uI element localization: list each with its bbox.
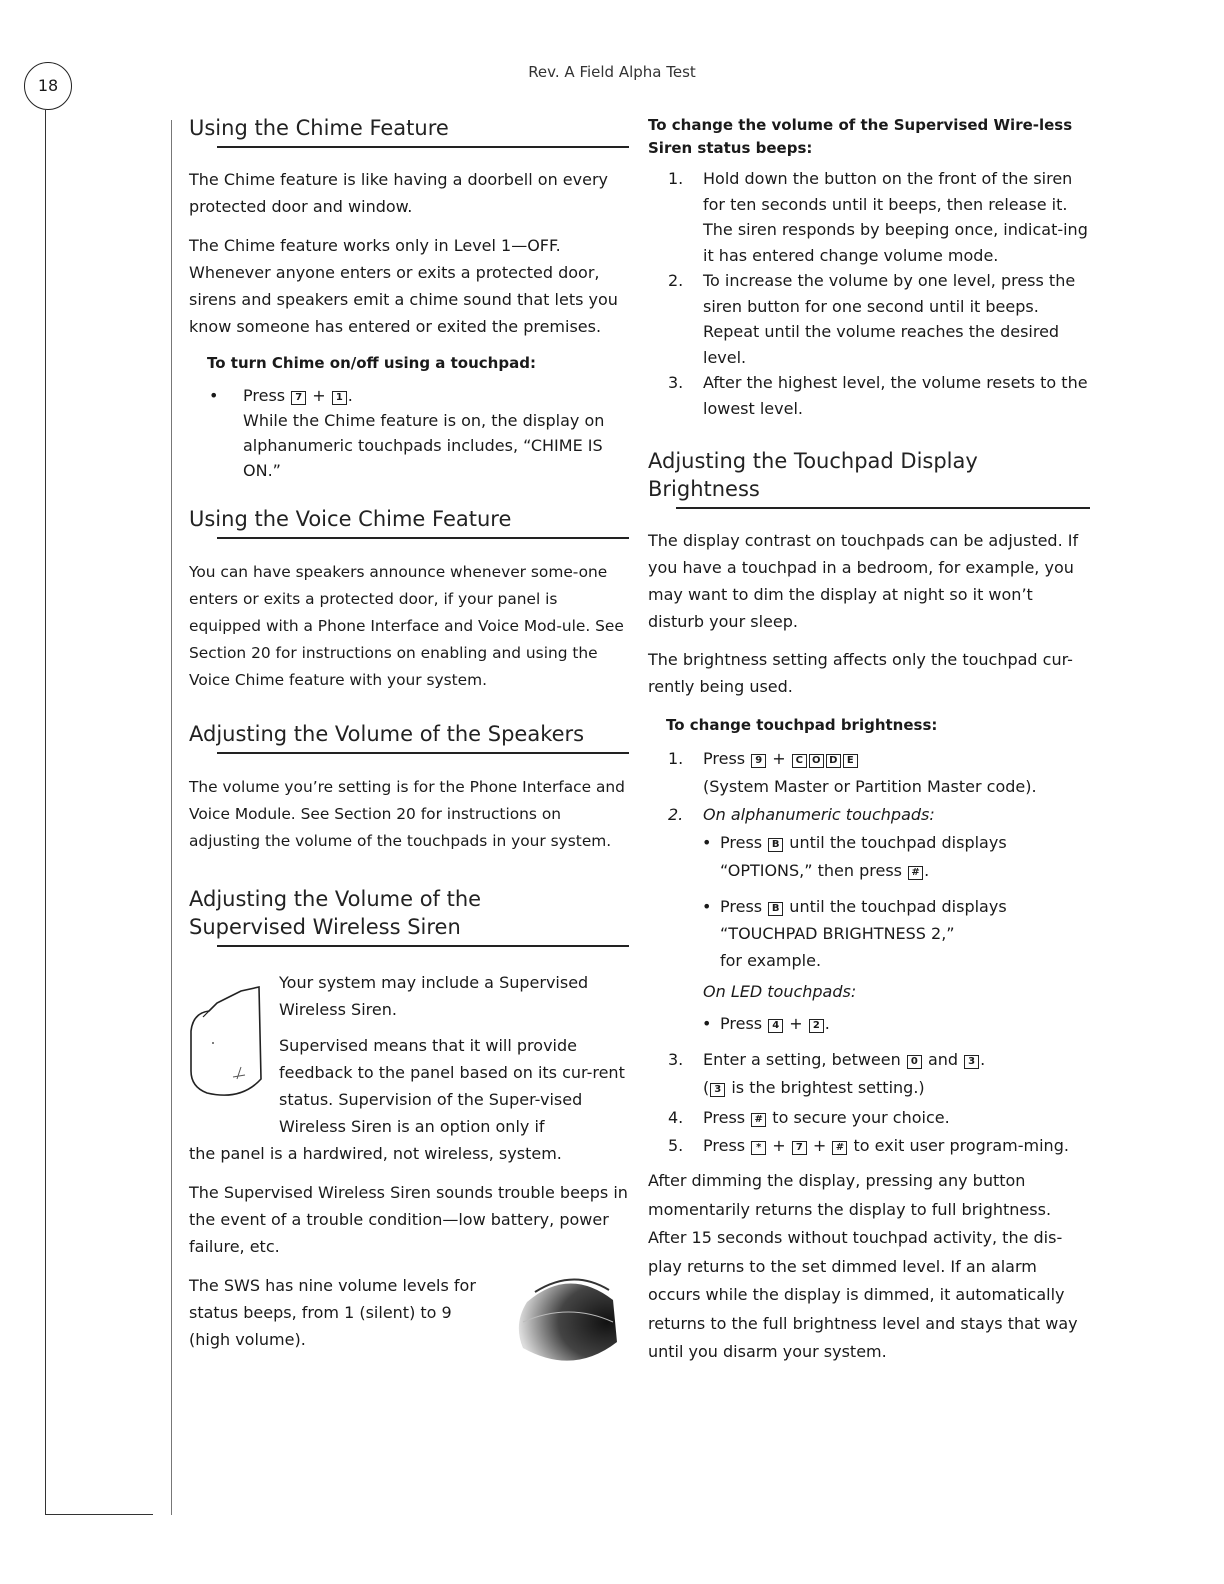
list-item xyxy=(648,370,1090,421)
paragraph: The SWS has nine volume levels for status beeps, from 1 (silent) to 9 (high volume). xyxy=(189,1276,476,1349)
key-d-icon: D xyxy=(826,754,841,768)
procedure-title: To change the volume of the Supervised Wire-less Siren status beeps: xyxy=(648,116,1073,157)
paragraph: the panel is a hardwired, not wireless, system. xyxy=(189,1144,562,1163)
text: . xyxy=(980,1050,986,1069)
text: Press xyxy=(703,749,746,768)
list-item xyxy=(648,1010,1090,1038)
text: for example. xyxy=(720,951,822,970)
bullet: • xyxy=(702,1014,712,1033)
left-column xyxy=(189,114,629,1353)
text: + xyxy=(812,1136,827,1155)
speaker-sound-icon xyxy=(509,1272,619,1372)
key-9-icon: 9 xyxy=(751,754,766,768)
step-number: 1. xyxy=(668,749,684,768)
list-item xyxy=(648,745,1090,801)
column-rule xyxy=(171,120,172,1515)
bullet: • xyxy=(702,897,712,916)
text: to exit user program-ming. xyxy=(853,1136,1069,1155)
text: until the touchpad displays “TOUCHPAD BRIGHTNESS 2,” xyxy=(720,897,1007,943)
text: ( xyxy=(703,1078,710,1097)
procedure-title: To turn Chime on/off using a touchpad: xyxy=(207,354,536,372)
section-heading-voice-chime: Using the Voice Chime Feature xyxy=(189,507,512,531)
key-o-icon: O xyxy=(809,754,824,768)
key-2-icon: 2 xyxy=(809,1019,824,1033)
list-item xyxy=(648,1132,1090,1159)
key-7-icon: 7 xyxy=(792,1141,807,1155)
bullet: • xyxy=(209,386,219,405)
list-item xyxy=(648,1046,1090,1102)
text: . xyxy=(924,861,930,880)
step-number: 2. xyxy=(668,271,684,290)
text: . xyxy=(347,386,353,405)
paragraph: The Chime feature is like having a doorbell on every protected door and window. xyxy=(189,170,608,216)
key-e-icon: E xyxy=(843,754,858,768)
text: Enter a setting, between xyxy=(703,1050,901,1069)
list-item xyxy=(189,383,629,483)
paragraph: The volume you’re setting is for the Phone Interface and Voice Module. See Section 20 for instructions on adjusting the volume of the touchpads in your system. xyxy=(189,778,625,850)
right-column xyxy=(648,114,1090,1367)
margin-rule xyxy=(45,110,46,1515)
key-3-icon: 3 xyxy=(964,1055,979,1069)
step-text: After the highest level, the volume resets to the lowest level. xyxy=(703,373,1088,418)
key-c-icon: C xyxy=(792,754,807,768)
text: + xyxy=(312,386,326,405)
key-star-icon: * xyxy=(751,1141,766,1155)
step-number: 1. xyxy=(668,169,684,188)
key-3-icon: 3 xyxy=(710,1083,725,1097)
bullet: • xyxy=(702,833,712,852)
text: . xyxy=(824,1014,830,1033)
step-label: On LED touchpads: xyxy=(703,982,857,1001)
list-item xyxy=(648,893,1090,974)
text: Press xyxy=(703,1108,746,1127)
procedure-title: To change touchpad brightness: xyxy=(666,716,938,734)
heading-line: Adjusting the Volume of the xyxy=(189,887,482,911)
step-number: 3. xyxy=(668,373,684,392)
paragraph: You can have speakers announce whenever some-one enters or exits a protected door, if your panel is equipped with a Phone Interface and Voice Mod-ule. See Section 20 for instructions on enabling and using the Voice Chime feature with your system. xyxy=(189,563,624,689)
list-item xyxy=(648,166,1090,268)
key-7-icon: 7 xyxy=(291,391,306,405)
step-note: (System Master or Partition Master code). xyxy=(703,777,1037,796)
heading-rule xyxy=(217,537,629,539)
text: Press xyxy=(720,833,763,852)
text: to secure your choice. xyxy=(772,1108,950,1127)
siren-intro xyxy=(189,969,629,1167)
steps-list xyxy=(648,166,1090,421)
heading-rule xyxy=(217,945,629,947)
text: Press xyxy=(243,386,286,405)
step-number: 3. xyxy=(668,1050,684,1069)
heading-rule xyxy=(217,146,629,148)
heading-rule xyxy=(217,752,629,754)
key-b-icon: B xyxy=(768,838,783,852)
key-hash-icon: # xyxy=(908,866,923,880)
step-note xyxy=(703,1074,1090,1102)
paragraph: The brightness setting affects only the touchpad cur-rently being used. xyxy=(648,650,1073,696)
key-b-icon: B xyxy=(768,902,783,916)
running-head: Rev. A Field Alpha Test xyxy=(528,63,696,81)
note: While the Chime feature is on, the display on alphanumeric touchpads includes, “CHIME IS ON.” xyxy=(243,411,605,480)
margin-base-rule xyxy=(45,1514,153,1515)
key-hash-icon: # xyxy=(751,1113,766,1127)
steps-list xyxy=(648,745,1090,1159)
paragraph: The display contrast on touchpads can be adjusted. If you have a touchpad in a bedroom, for example, you may want to dim the display at night so it won’t disturb your sleep. xyxy=(648,531,1079,631)
heading-line: Supervised Wireless Siren xyxy=(189,915,461,939)
key-1-icon: 1 xyxy=(332,391,347,405)
list-item xyxy=(648,1104,1090,1132)
paragraph: After dimming the display, pressing any button momentarily returns the display to full brightness. After 15 seconds without touchpad activity, the dis-play returns to the set dimmed level. If an alarm occurs while the display is dimmed, it automatically returns to the full brightness level and stays that way until you disarm your system. xyxy=(648,1171,1078,1361)
list-item xyxy=(648,801,1090,829)
key-4-icon: 4 xyxy=(768,1019,783,1033)
list-item xyxy=(648,829,1090,885)
wireless-siren-icon xyxy=(189,983,269,1103)
step-number: 5. xyxy=(668,1136,684,1155)
section-heading-chime: Using the Chime Feature xyxy=(189,116,449,140)
paragraph: Your system may include a Supervised Wireless Siren. xyxy=(279,973,589,1019)
step-text: Hold down the button on the front of the siren for ten seconds until it beeps, then release it. xyxy=(703,169,1073,214)
step-text: To increase the volume by one level, press the siren button for one second until it beeps. Repeat until the volume reaches the desired level. xyxy=(703,271,1076,367)
text: Press xyxy=(720,1014,763,1033)
text: and xyxy=(927,1050,959,1069)
key-0-icon: 0 xyxy=(907,1055,922,1069)
text: + xyxy=(789,1014,803,1033)
section-heading-brightness: Adjusting the Touchpad Display Brightness xyxy=(648,449,978,501)
text: until the touchpad displays “OPTIONS,” then press xyxy=(720,833,1007,880)
step-note: The siren responds by beeping once, indicat-ing it has entered change volume mode. xyxy=(703,220,1088,265)
paragraph: Supervised means that it will provide feedback to the panel based on its cur-rent status. Supervision of the Super-vised Wireless Siren is an option only if xyxy=(279,1036,625,1136)
text: + xyxy=(772,1136,786,1155)
text: Press xyxy=(720,897,763,916)
paragraph: The Chime feature works only in Level 1—OFF. Whenever anyone enters or exits a protected door, sirens and speakers emit a chime sound that lets you know someone has entered or exited the premises. xyxy=(189,236,618,336)
text: Press xyxy=(703,1136,746,1155)
step-number: 2. xyxy=(668,805,684,824)
text: + xyxy=(772,749,786,768)
paragraph: The Supervised Wireless Siren sounds trouble beeps in the event of a trouble condition—low battery, power failure, etc. xyxy=(189,1183,628,1256)
list-item xyxy=(648,268,1090,370)
step-label: On alphanumeric touchpads: xyxy=(703,805,935,824)
heading-rule xyxy=(676,507,1090,509)
key-hash-icon: # xyxy=(832,1141,847,1155)
step-number: 4. xyxy=(668,1108,684,1127)
section-heading-speakers: Adjusting the Volume of the Speakers xyxy=(189,722,585,746)
sws-levels xyxy=(189,1272,629,1353)
section-heading-siren xyxy=(189,885,629,941)
page-number: 18 xyxy=(24,62,72,110)
text: is the brightest setting.) xyxy=(731,1078,925,1097)
